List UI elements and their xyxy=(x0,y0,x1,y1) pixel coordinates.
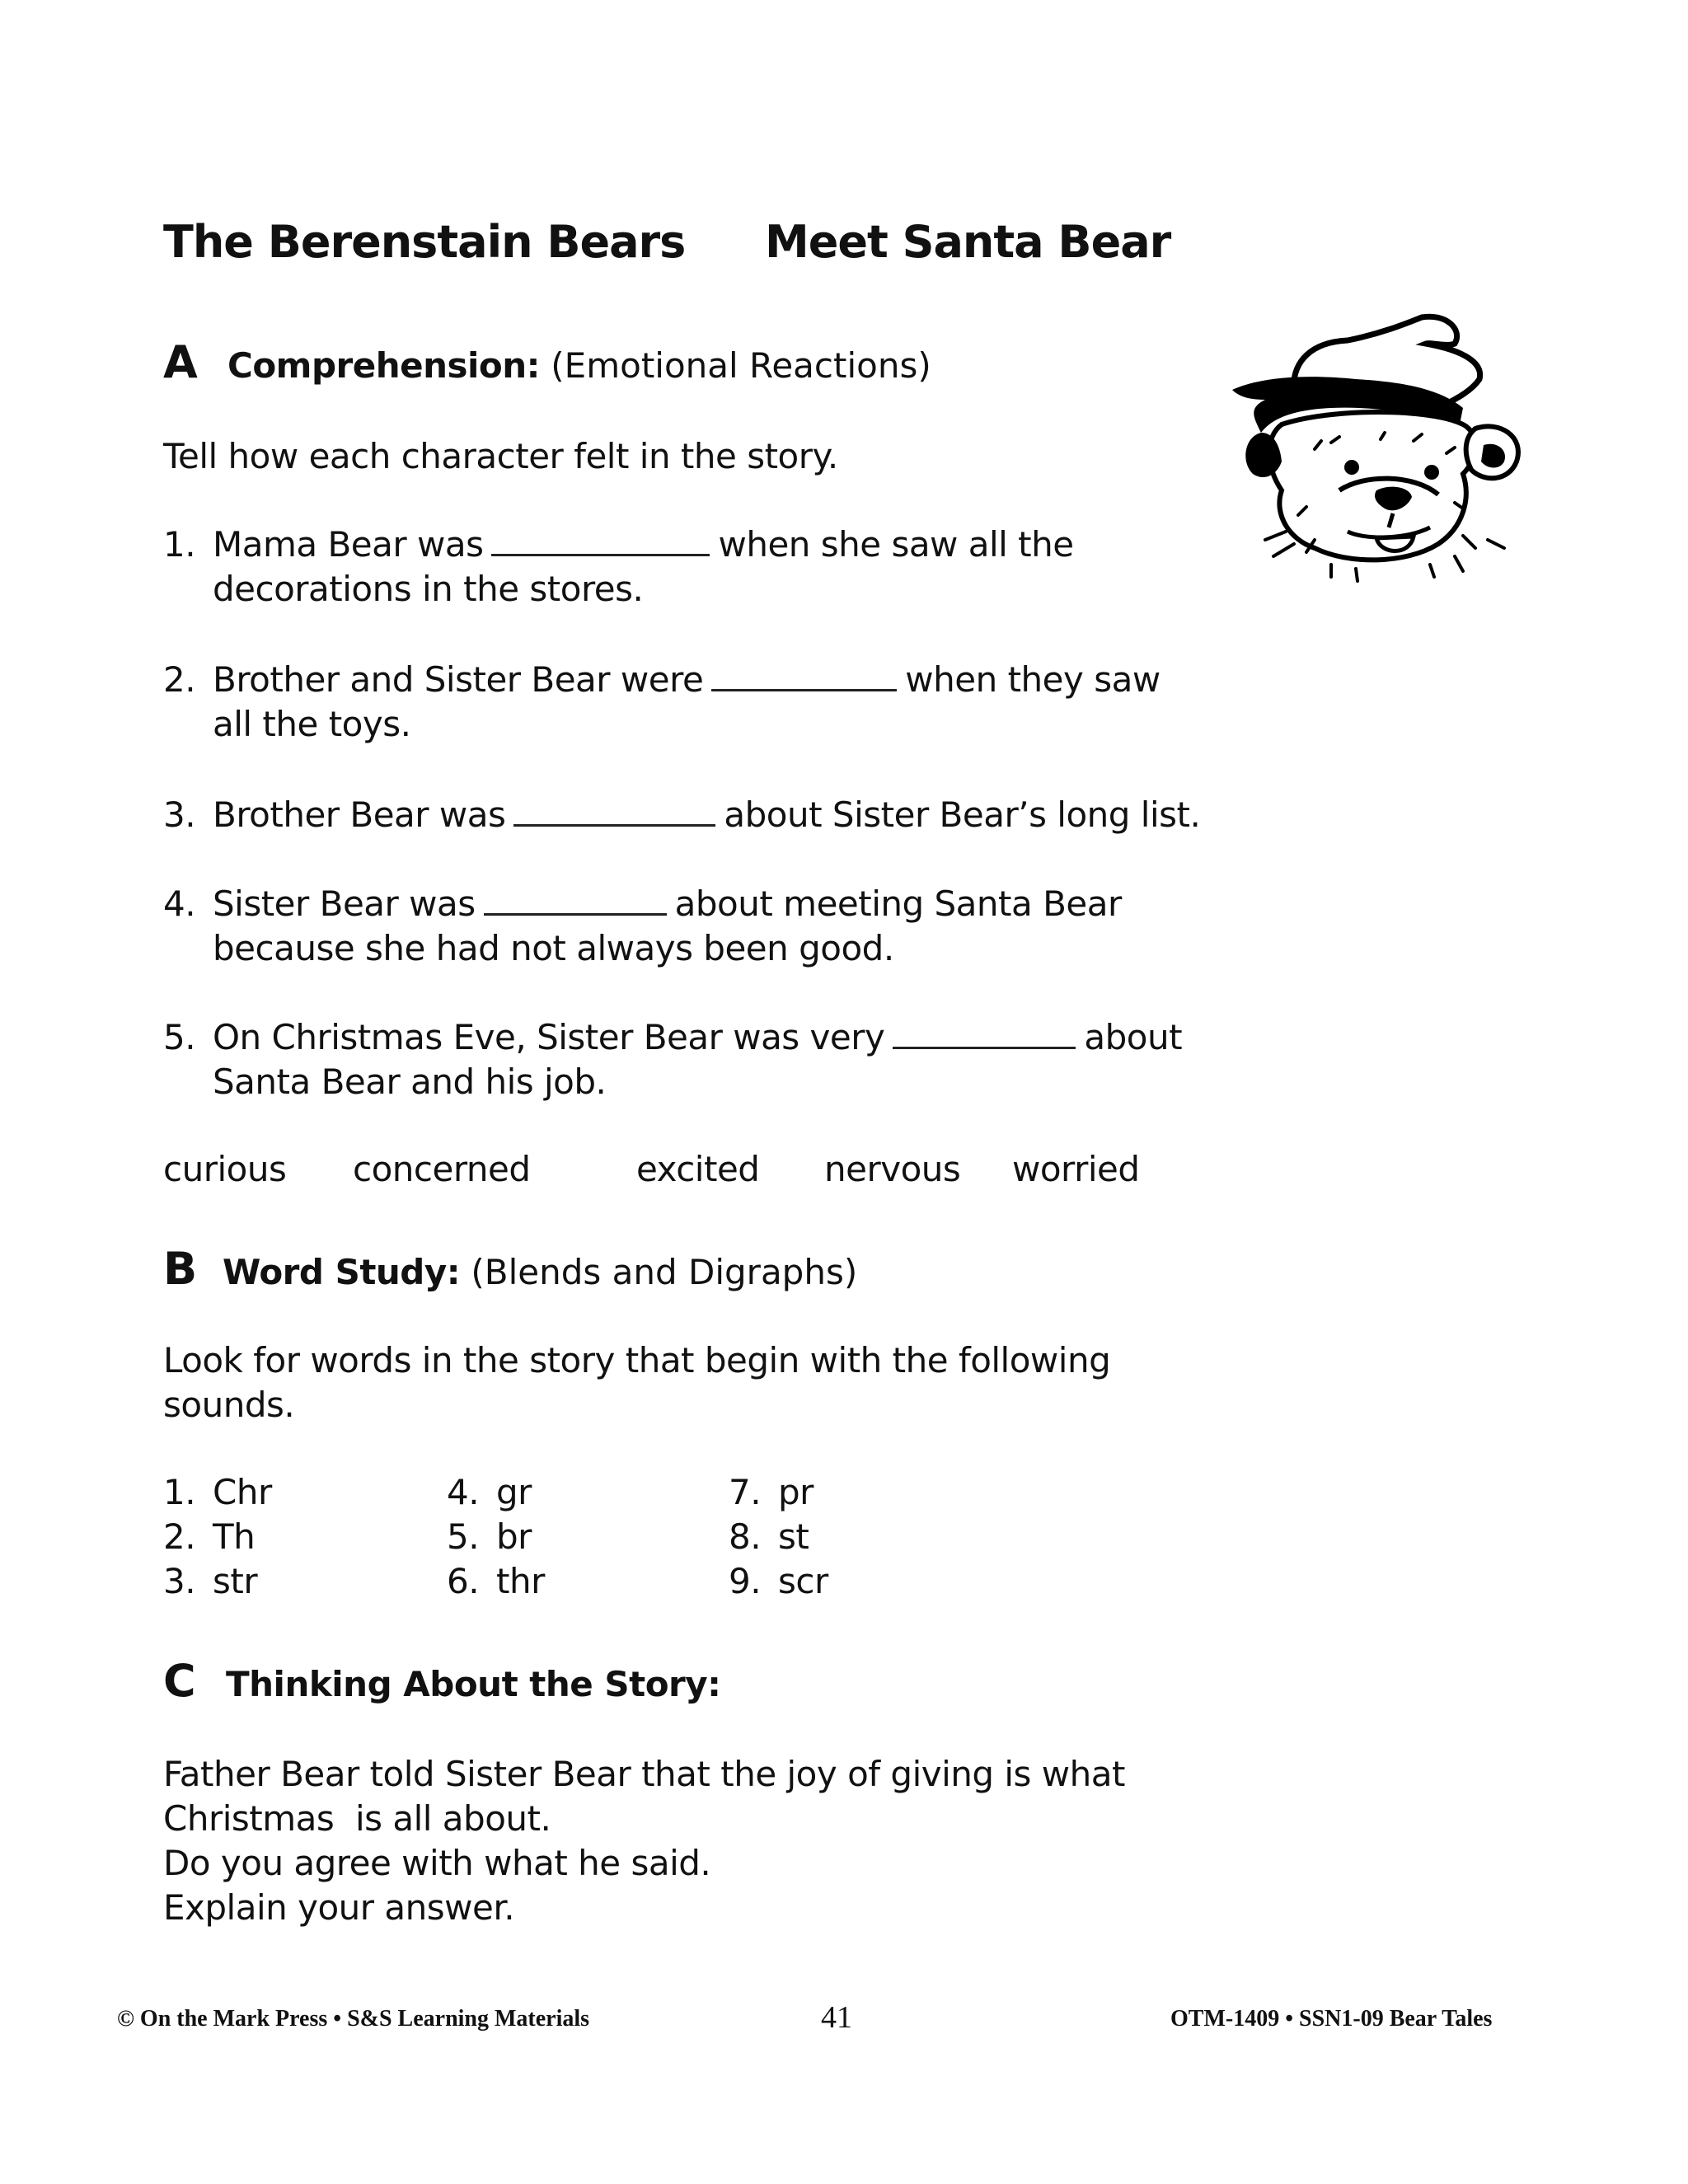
prompt-line: Father Bear told Sister Bear that the joy of giving is what xyxy=(163,1754,1125,1794)
question-1 xyxy=(163,523,1074,612)
question-text-after: about xyxy=(1084,1017,1183,1057)
question-text-before: Brother and Sister Bear were xyxy=(213,659,704,700)
sound-text: Chr xyxy=(213,1472,272,1512)
question-number: 2. xyxy=(163,659,196,700)
sound-text: str xyxy=(213,1561,258,1601)
question-text-after: when they saw xyxy=(905,659,1160,700)
sound-number: 9. xyxy=(729,1561,762,1601)
question-number: 5. xyxy=(163,1017,196,1057)
section-a-heading xyxy=(163,336,931,388)
question-text-after: when she saw all the xyxy=(718,524,1074,565)
answer-blank-2[interactable] xyxy=(711,682,897,691)
section-a-label: Comprehension: xyxy=(227,345,540,386)
question-4 xyxy=(163,882,1122,971)
answer-blank-3[interactable] xyxy=(513,818,715,827)
sound-text: st xyxy=(778,1516,809,1557)
section-b-instruction xyxy=(163,1338,1110,1427)
sound-item xyxy=(729,1516,809,1557)
question-text-continued: all the toys. xyxy=(213,704,411,744)
sound-number: 2. xyxy=(163,1516,196,1557)
word-bank-item: curious xyxy=(163,1149,287,1189)
sound-number: 5. xyxy=(447,1516,480,1557)
section-a-letter: A xyxy=(163,336,198,388)
question-text-before: Mama Bear was xyxy=(213,524,484,565)
section-b-heading xyxy=(163,1243,857,1295)
sound-item xyxy=(729,1472,814,1512)
section-c-label: Thinking About the Story: xyxy=(226,1664,721,1704)
question-2 xyxy=(163,658,1160,747)
prompt-line: Christmas is all about. xyxy=(163,1798,551,1839)
answer-blank-4[interactable] xyxy=(484,907,667,916)
footer-copyright: © On the Mark Press • S&S Learning Materials xyxy=(117,2006,590,2032)
question-text-before: Brother Bear was xyxy=(213,794,506,835)
sound-item xyxy=(447,1516,532,1557)
sound-text: Th xyxy=(213,1516,256,1557)
question-5 xyxy=(163,1015,1182,1104)
sound-number: 3. xyxy=(163,1561,196,1601)
sound-text: thr xyxy=(496,1561,545,1601)
word-bank-item: worried xyxy=(1012,1149,1140,1189)
page-number: 41 xyxy=(821,2000,852,2035)
word-bank-item: nervous xyxy=(824,1149,961,1189)
question-text-after: about meeting Santa Bear xyxy=(674,883,1122,924)
question-text-before: Sister Bear was xyxy=(213,883,476,924)
sound-item xyxy=(163,1472,272,1512)
question-text-after: about Sister Bear’s long list. xyxy=(724,794,1201,835)
worksheet-title-right: Meet Santa Bear xyxy=(765,216,1171,268)
sound-number: 8. xyxy=(729,1516,762,1557)
sound-number: 1. xyxy=(163,1472,196,1512)
word-bank-item: concerned xyxy=(353,1149,531,1189)
section-a-instruction: Tell how each character felt in the story. xyxy=(163,436,838,476)
sound-text: br xyxy=(496,1516,532,1557)
section-c-letter: C xyxy=(163,1655,196,1707)
sound-item xyxy=(163,1561,257,1601)
sound-text: pr xyxy=(778,1472,814,1512)
sound-item xyxy=(729,1561,828,1601)
question-text-before: On Christmas Eve, Sister Bear was very xyxy=(213,1017,885,1057)
sound-text: gr xyxy=(496,1472,532,1512)
question-3 xyxy=(163,793,1200,837)
question-number: 3. xyxy=(163,794,196,835)
sound-item xyxy=(447,1472,532,1512)
sound-number: 4. xyxy=(447,1472,480,1512)
section-b-label: Word Study: xyxy=(223,1252,461,1292)
section-a-subtitle: (Emotional Reactions) xyxy=(551,345,931,386)
prompt-line: Explain your answer. xyxy=(163,1887,515,1928)
sound-text: scr xyxy=(778,1561,828,1601)
answer-blank-1[interactable] xyxy=(491,547,710,556)
bear-with-sailor-cap-icon xyxy=(1216,293,1545,598)
word-bank-item: excited xyxy=(636,1149,760,1189)
question-text-continued: Santa Bear and his job. xyxy=(213,1062,607,1102)
worksheet-title-left: The Berenstain Bears xyxy=(163,216,686,268)
instruction-line: Look for words in the story that begin with the following xyxy=(163,1340,1111,1380)
prompt-line: Do you agree with what he said. xyxy=(163,1843,711,1883)
section-c-prompt xyxy=(163,1752,1125,1930)
sound-number: 6. xyxy=(447,1561,480,1601)
instruction-line: sounds. xyxy=(163,1385,295,1425)
section-b-letter: B xyxy=(163,1243,198,1295)
question-number: 1. xyxy=(163,524,196,565)
question-text-continued: because she had not always been good. xyxy=(213,928,894,968)
question-text-continued: decorations in the stores. xyxy=(213,569,644,609)
sound-number: 7. xyxy=(729,1472,762,1512)
question-number: 4. xyxy=(163,883,196,924)
section-c-heading xyxy=(163,1655,720,1707)
sound-item xyxy=(447,1561,545,1601)
answer-blank-5[interactable] xyxy=(893,1040,1076,1049)
section-b-subtitle: (Blends and Digraphs) xyxy=(471,1252,858,1292)
sound-item xyxy=(163,1516,255,1557)
footer-product-code: OTM-1409 • SSN1-09 Bear Tales xyxy=(1170,2006,1493,2032)
